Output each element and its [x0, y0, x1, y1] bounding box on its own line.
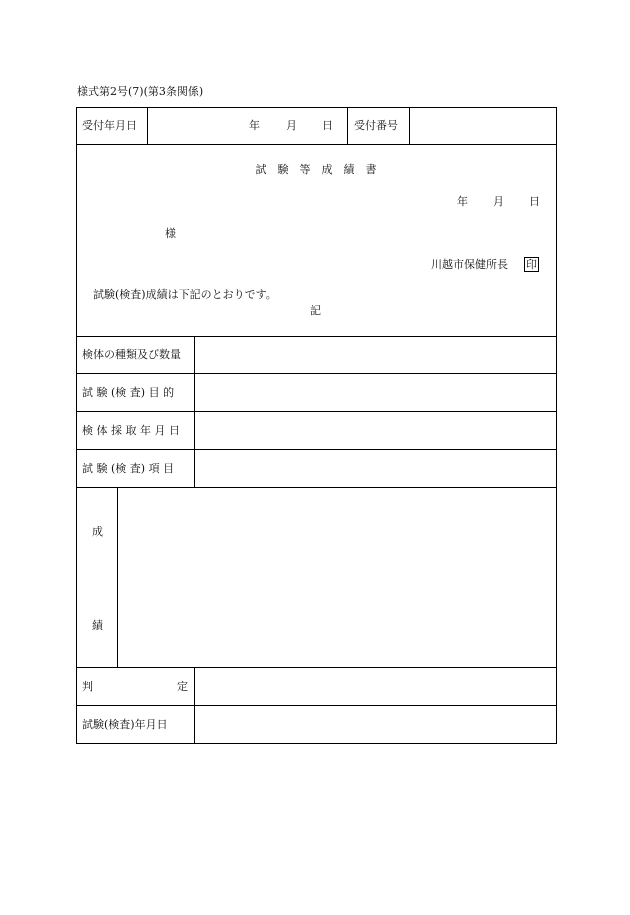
results-column-line [117, 487, 118, 667]
receipt-vline-2 [347, 107, 348, 144]
seal-mark: 印 [526, 258, 537, 271]
receipt-vline-1 [147, 107, 148, 144]
purpose-label: 試 験 (検 査) 目 的 [82, 386, 175, 399]
receipt-number-label: 受付番号 [354, 119, 398, 132]
label-column-line-bottom [194, 667, 195, 744]
divider-sampling [76, 449, 557, 450]
judgment-label-char-2: 定 [177, 680, 188, 693]
sampling-date-label: 検 体 採 取 年 月 日 [82, 424, 180, 437]
form-number-label: 様式第2号(7)(第3条関係) [77, 85, 204, 98]
divider-receipt [76, 144, 557, 145]
issue-year: 年 [457, 195, 468, 208]
divider-header [76, 336, 557, 337]
results-label-char-2: 績 [92, 619, 103, 632]
results-label-char-1: 成 [92, 525, 103, 538]
issue-day: 日 [529, 195, 540, 208]
test-date-label: 試験(検査)年月日 [82, 718, 168, 731]
issue-month: 月 [493, 195, 504, 208]
judgment-label-char-1: 判 [82, 680, 93, 693]
receipt-month: 月 [286, 119, 297, 132]
items-label: 試 験 (検 査) 項 目 [82, 462, 175, 475]
label-column-line-top [194, 336, 195, 487]
receipt-vline-3 [409, 107, 410, 144]
divider-judgment [76, 705, 557, 706]
receipt-year: 年 [249, 119, 260, 132]
document-title: 試 験 等 成 績 書 [255, 163, 377, 176]
divider-results [76, 667, 557, 668]
divider-purpose [76, 411, 557, 412]
record-mark: 記 [310, 304, 321, 317]
body-statement: 試験(検査)成績は下記のとおりです。 [93, 288, 277, 301]
receipt-date-label: 受付年月日 [82, 119, 137, 132]
divider-specimen [76, 373, 557, 374]
divider-items [76, 487, 557, 488]
issuer-name: 川越市保健所長 [431, 258, 508, 271]
specimen-label: 検体の種類及び数量 [82, 348, 181, 361]
receipt-day: 日 [322, 119, 333, 132]
addressee-honorific: 様 [165, 227, 176, 240]
